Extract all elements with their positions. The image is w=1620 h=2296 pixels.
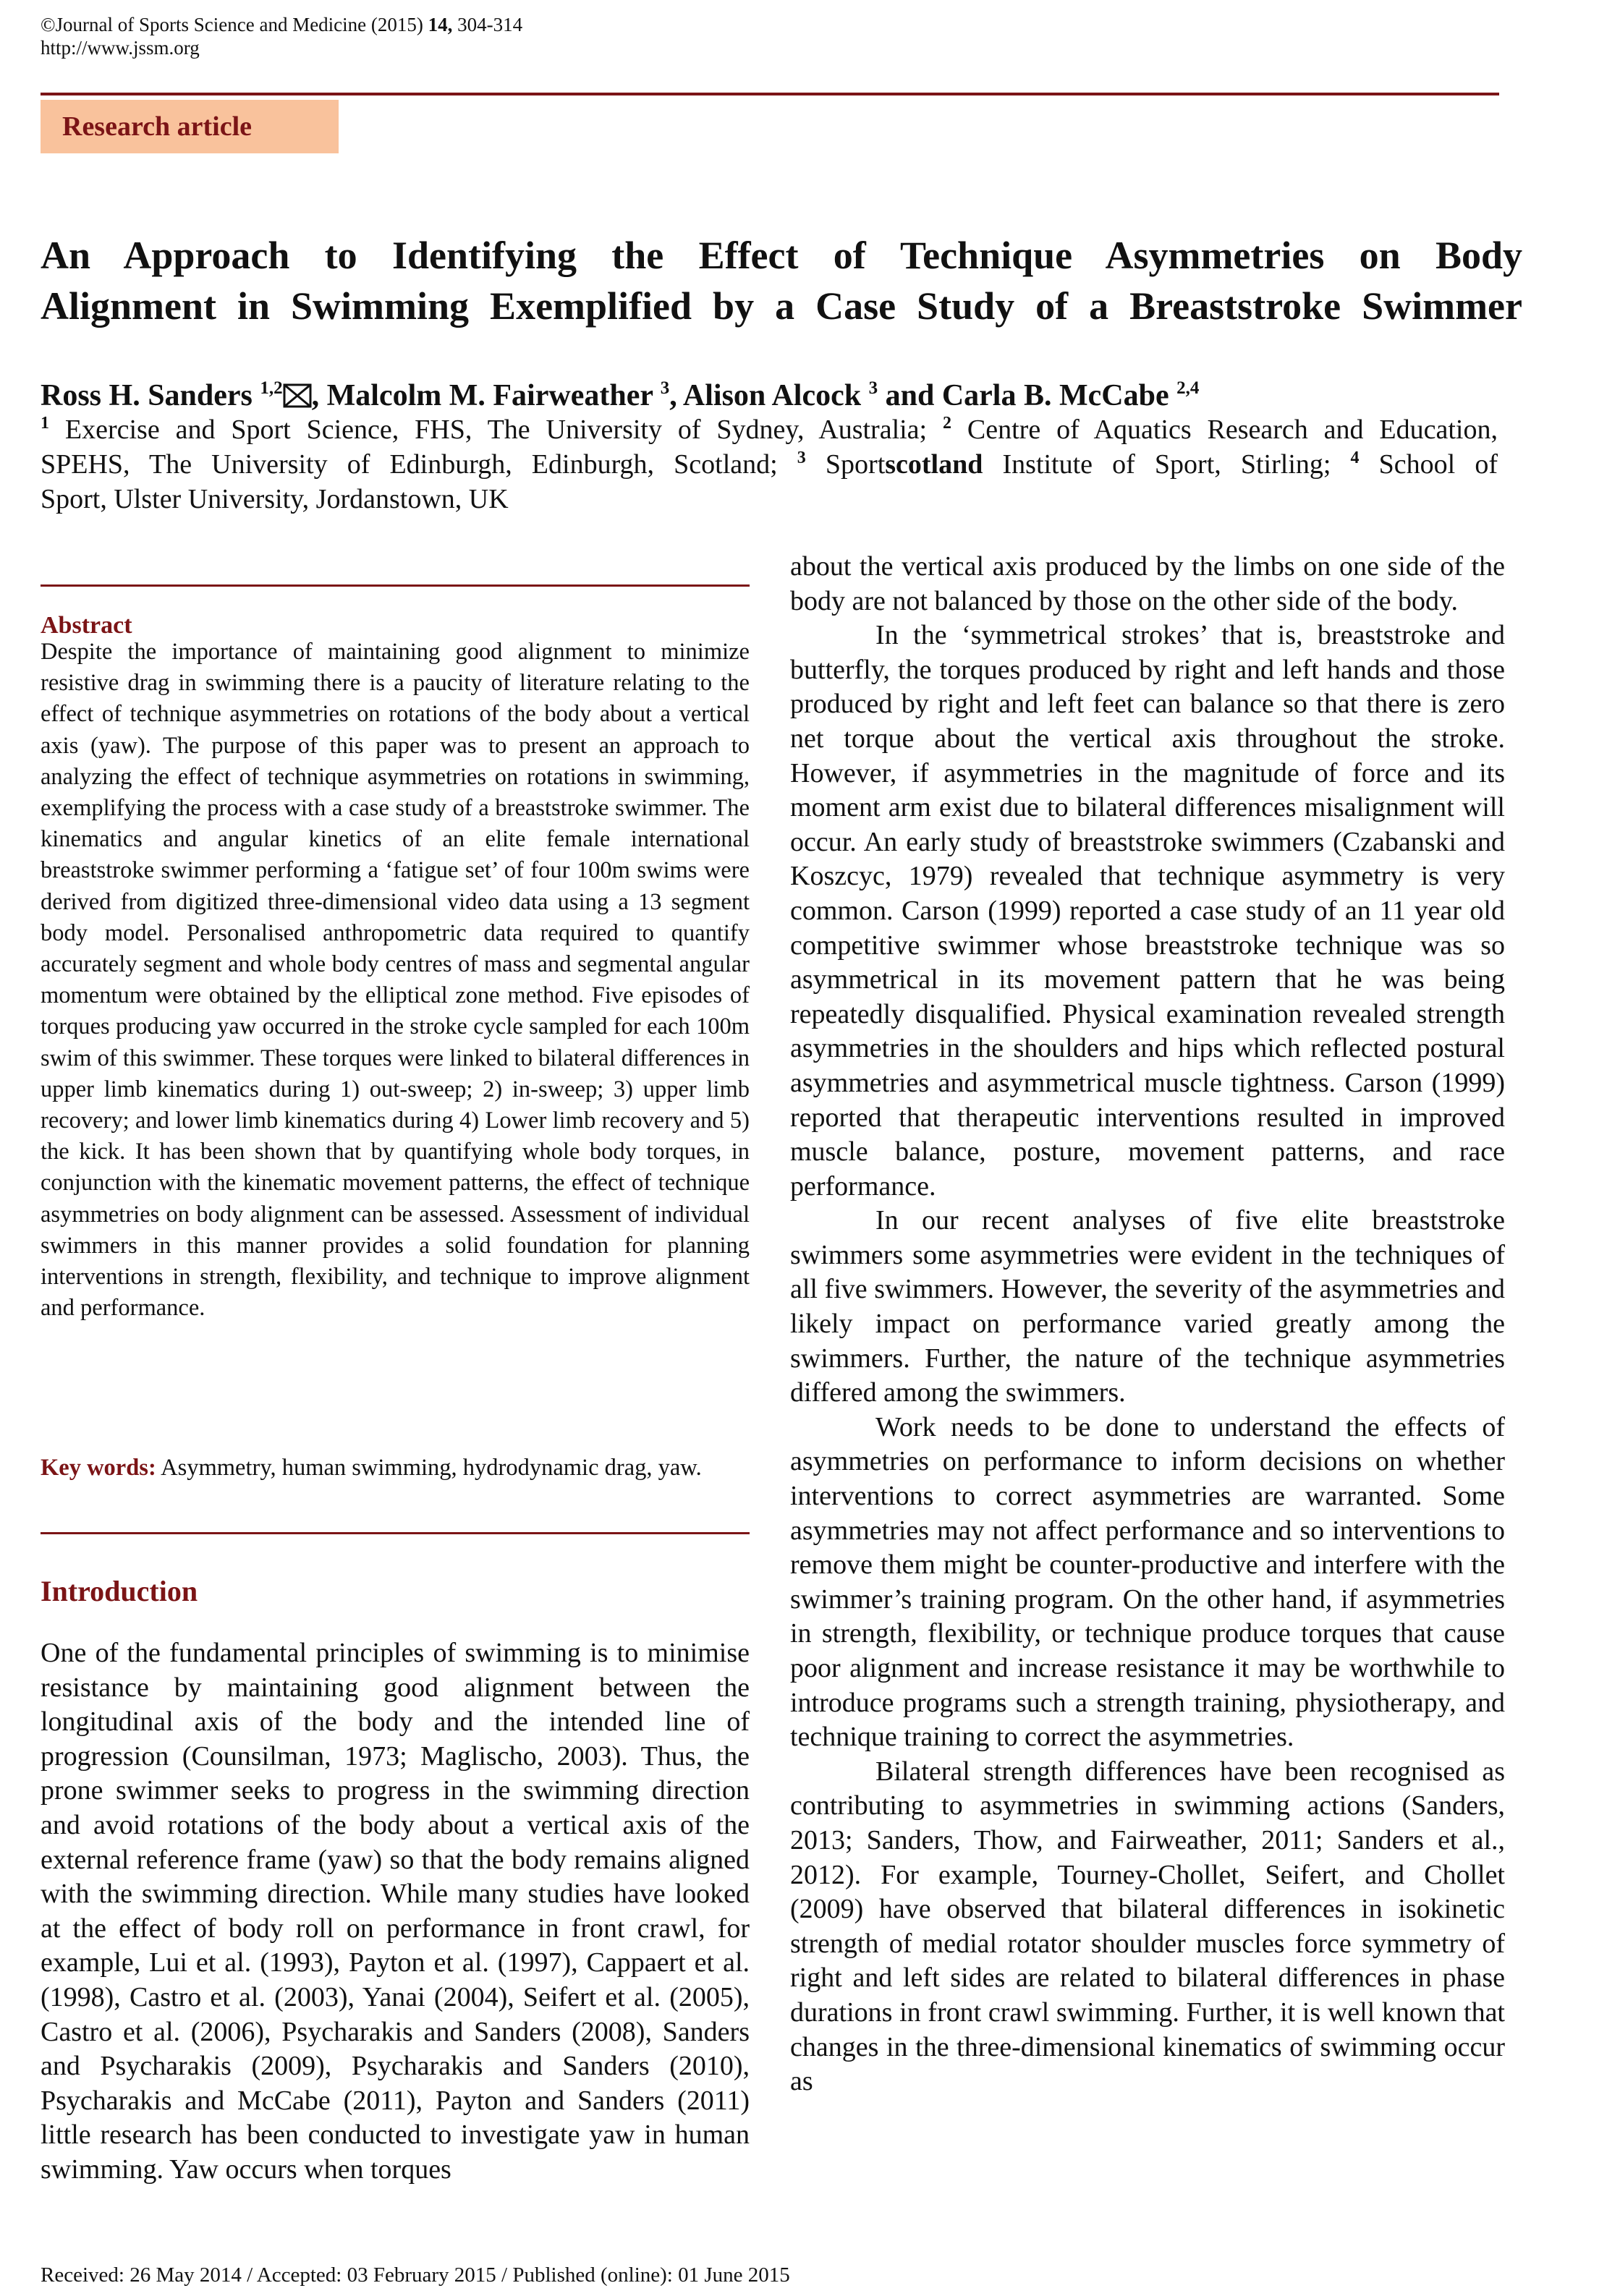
affiliation-line-2 bbox=[41, 447, 1498, 482]
affil-text: Sport bbox=[805, 449, 886, 480]
right-paragraph-4: Work needs to be done to understand the effects of asymmetries on performance to inform decisions on whether interventions to correct asymmetries are warranted. Some asymmetries may not affect performance and so interventions to remove them might be counter-productive and interfere with the swimmer’s training program. On the other hand, if asymmetries in strength, flexibility, or technique produce torques that cause poor alignment and increase resistance it may be worthwhile to introduce programs such a strength training, physiotherapy, and technique training to correct the asymmetries. bbox=[790, 1411, 1505, 1753]
right-column bbox=[790, 550, 1505, 2099]
header-rule bbox=[41, 93, 1499, 95]
affil-text: Exercise and Sport Science, FHS, The University of Sydney, Australia; bbox=[49, 414, 943, 445]
abstract-top-rule bbox=[41, 584, 750, 587]
affiliation-line-3: Sport, Ulster University, Jordanstown, UK bbox=[41, 484, 509, 514]
author-2: , Malcolm M. Fairweather bbox=[311, 379, 661, 412]
right-paragraph-2: In the ‘symmetrical strokes’ that is, breaststroke and butterfly, the torques produced by right and left hands and those produced by right and left feet can balance so that there is zero net torque about the vertical axis throughout the stroke. However, if asymmetries in the magnitude of force and its moment arm exist due to bilateral differences misalignment will occur. An early study of breaststroke swimmers (Czabanski and Koszcyc, 1979) revealed that technique asymmetry is very common. Carson (1999) reported a case study of an 11 year old competitive swimmer whose breaststroke technique was so asymmetrical in its movement pattern that he was being repeatedly disqualified. Physical examination revealed strength asymmetries in the shoulders and hips which reflected postural asymmetries and asymmetrical muscle tightness. Carson (1999) reported that therapeutic interventions resulted in improved muscle balance, posture, movement patterns, and race performance. bbox=[790, 620, 1505, 1202]
paper-title bbox=[41, 230, 1522, 331]
affiliations bbox=[41, 412, 1498, 516]
abstract-bottom-rule bbox=[41, 1532, 750, 1534]
right-paragraph-3: In our recent analyses of five elite breaststroke swimmers some asymmetries were evident in the techniques of all five swimmers. However, the severity of the asymmetries and likely impact on performance varied greatly among the swimmers. Further, the nature of the technique asymmetries differed among the swimmers. bbox=[790, 1205, 1505, 1408]
journal-citation: ©Journal of Sports Science and Medicine (2015) 14, 304-314 bbox=[41, 14, 523, 35]
keywords bbox=[41, 1453, 750, 1484]
author-3-affil: 3 bbox=[868, 378, 878, 398]
author-1-affil: 1,2 bbox=[260, 378, 283, 398]
author-list bbox=[41, 378, 1199, 417]
journal-url[interactable]: http://www.jssm.org bbox=[41, 37, 200, 59]
article-type-label: Research article bbox=[62, 111, 253, 142]
envelope-icon[interactable] bbox=[283, 380, 312, 417]
affil-text-bold: scotland bbox=[885, 449, 983, 480]
author-3: , Alison Alcock bbox=[669, 379, 869, 412]
article-type-badge bbox=[41, 100, 339, 153]
affil-num-2: 2 bbox=[943, 414, 951, 433]
keywords-text: Asymmetry, human swimming, hydrodynamic drag, yaw. bbox=[156, 1455, 702, 1481]
abstract-text: Despite the importance of maintaining good alignment to minimize resistive drag in swimming there is a paucity of literature relating to the effect of technique asymmetries on rotations of the body about a vertical axis (yaw). The purpose of this paper was to present an approach to analyzing the effect of technique asymmetries on rotations in swimming, exemplifying the process with a case study of a breaststroke swimmer. The kinematics and angular kinetics of an elite female international breaststroke swimmer performing a ‘fatigue set’ of four 100m swims were derived from digitized three-dimensional video data using a 13 segment body model. Personalised anthropometric data required to quantify accurately segment and whole body centres of mass and segmental angular momentum were obtained by the elliptical zone method. Five episodes of torques producing yaw occurred in the stroke cycle sampled for each 100m swim of this swimmer. These torques were linked to bilateral differences in upper limb kinematics during 1) out-sweep; 2) in-sweep; 3) upper limb recovery; and lower limb kinematics during 4) Lower limb recovery and 5) the kick. It has been shown that by quantifying whole body torques, in conjunction with the kinematic movement patterns, the effect of technique asymmetries on body alignment can be assessed. Assessment of individual swimmers in this manner provides a solid foundation for planning interventions in strength, flexibility, and technique to improve alignment and performance. bbox=[41, 639, 750, 1322]
title-line-2: Alignment in Swimming Exemplified by a Case Study of a Breaststroke Swimmer bbox=[41, 284, 1522, 328]
author-4-affil: 2,4 bbox=[1176, 378, 1200, 398]
affiliation-line-1 bbox=[41, 412, 1498, 447]
affil-num-1: 1 bbox=[41, 414, 49, 433]
affil-text: Institute of Sport, Stirling; bbox=[983, 449, 1351, 480]
affil-text: SPEHS, The University of Edinburgh, Edinburgh, Scotland; bbox=[41, 449, 797, 480]
affil-num-4: 4 bbox=[1350, 448, 1360, 467]
right-paragraph-5: Bilateral strength differences have been recognised as contributing to asymmetries in swimming actions (Sanders, 2013; Sanders, Thow, and Fairweather, 2011; Sanders et al., 2012). For example, Tourney-Chollet, Seifert, and Chollet (2009) have observed that bilateral differences in isokinetic strength of medial rotator shoulder muscles force symmetry of right and left sides are related to bilateral differences in phase durations in front crawl swimming. Further, it is well known that changes in the three-dimensional kinematics of swimming occur as bbox=[790, 1756, 1505, 2097]
author-1: Ross H. Sanders bbox=[41, 379, 260, 412]
keywords-label: Key words: bbox=[41, 1455, 156, 1481]
publication-dates: Received: 26 May 2014 / Accepted: 03 February 2015 / Published (online): 01 June 2015 bbox=[41, 2263, 790, 2287]
author-2-affil: 3 bbox=[660, 378, 670, 398]
right-paragraph-1: about the vertical axis produced by the limbs on one side of the body are not balanced by those on the other side of the body. bbox=[790, 551, 1505, 616]
abstract-heading: Abstract bbox=[41, 612, 132, 639]
affil-num-3: 3 bbox=[797, 448, 806, 467]
author-4: and Carla B. McCabe bbox=[878, 379, 1177, 412]
journal-header bbox=[41, 13, 522, 59]
affil-text: School of bbox=[1359, 449, 1498, 480]
introduction-paragraph-1: One of the fundamental principles of swimming is to minimise resistance by maintaining good alignment between the longitudinal axis of the body and the intended line of progression (Counsilman, 1973; Maglischo, 2003). Thus, the prone swimmer seeks to progress in the swimming direction and avoid rotations of the body about a vertical axis of the external reference frame (yaw) so that the body remains aligned with the swimming direction. While many studies have looked at the effect of body roll on performance in front crawl, for example, Lui et al. (1993), Payton et al. (1997), Cappaert et al. (1998), Castro et al. (2003), Yanai (2004), Seifert et al. (2005), Castro et al. (2006), Psycharakis and Sanders (2008), Sanders and Psycharakis (2009), Psycharakis and Sanders (2010), Psycharakis and McCabe (2011), Payton and Sanders (2011) little research has been conducted to investigate yaw in human swimming. Yaw occurs when torques bbox=[41, 1638, 750, 2185]
introduction-heading: Introduction bbox=[41, 1575, 198, 1607]
affil-text: Centre of Aquatics Research and Education, bbox=[951, 414, 1498, 445]
title-line-1: An Approach to Identifying the Effect of Technique Asymmetries on Body bbox=[41, 234, 1522, 277]
